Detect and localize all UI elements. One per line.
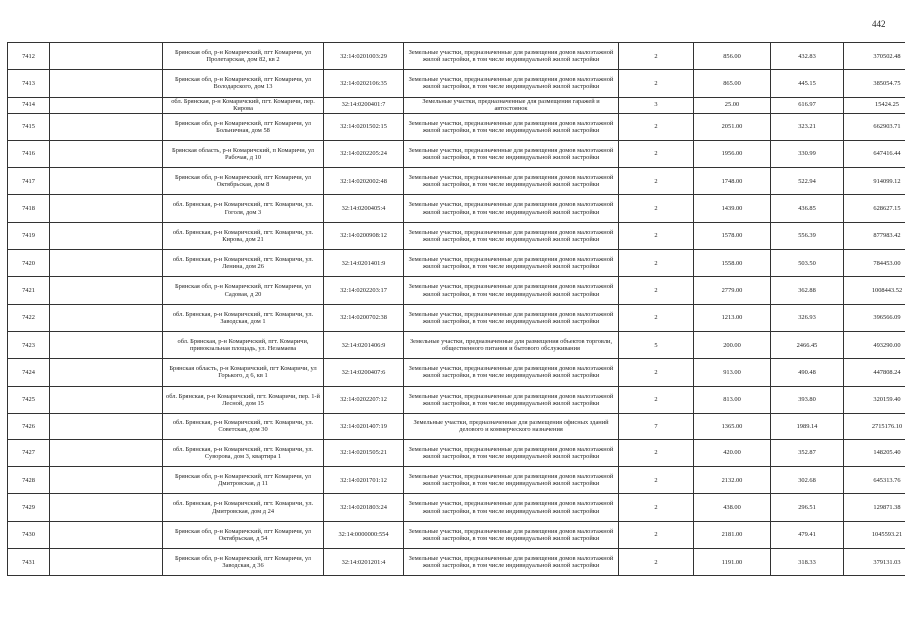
address-cell: Брянская обл, р-н Комаричский, пгт Комаричи, ул Октябрьская, дом 8 [163,168,324,195]
specific-value-cell: 318.33 [771,549,844,576]
address-cell: Брянская обл, р-н Комаричский, пгт Комаричи, ул Дмитровская, д 11 [163,467,324,494]
cadastral-value-cell: 662903.71 [844,113,905,140]
address-cell: обл. Брянская, р-н Комаричский, пгт. Комаричи, ул. Советская, дом 30 [163,413,324,439]
land-use-cell: Земельные участки, предназначенные для размещения домов малоэтажной жилой застройки, в том числе индивидуальной жилой застройки [404,277,619,304]
area-cell: 913.00 [694,359,771,386]
cadastral-value-cell: 2715176.10 [844,413,905,439]
area-cell: 420.00 [694,439,771,466]
cadastral-number-cell: 32:14:0000000:554 [324,521,404,548]
row-number: 7420 [8,250,50,277]
cadastral-number-cell: 32:14:0201502:15 [324,113,404,140]
row-number: 7423 [8,331,50,358]
table-row [8,304,905,331]
cadastral-value-cell: 784453.00 [844,250,905,277]
area-cell: 2132.00 [694,467,771,494]
group-cell: 7 [619,413,694,439]
land-use-cell: Земельные участки, предназначенные для размещения домов малоэтажной жилой застройки, в том числе индивидуальной жилой застройки [404,168,619,195]
cadastral-value-cell: 129871.38 [844,494,905,521]
group-cell: 2 [619,494,694,521]
cadastral-number-cell: 32:14:0200908:12 [324,222,404,249]
group-cell: 2 [619,467,694,494]
spacer-cell [50,304,163,331]
area-cell: 1578.00 [694,222,771,249]
spacer-cell [50,43,163,70]
cadastral-value-cell: 447808.24 [844,359,905,386]
spacer-cell [50,113,163,140]
table-row [8,97,905,113]
specific-value-cell: 352.87 [771,439,844,466]
table-row [8,277,905,304]
cadastral-value-cell: 877983.42 [844,222,905,249]
group-cell: 2 [619,250,694,277]
address-cell: обл. Брянская, р-н Комаричский, пгт. Комаричи, ул. Дмитровская, дом д 24 [163,494,324,521]
specific-value-cell: 490.48 [771,359,844,386]
table-row [8,70,905,97]
specific-value-cell: 302.68 [771,467,844,494]
page-number: 442 [872,19,886,29]
group-cell: 2 [619,140,694,167]
spacer-cell [50,168,163,195]
address-cell: Брянская область, р-н Комаричский, п Комаричи, ул Рабочая, д 10 [163,140,324,167]
row-number: 7422 [8,304,50,331]
row-number: 7427 [8,439,50,466]
address-cell: Брянская обл, р-н Комаричский, пгт Комаричи, ул Заводская, д 36 [163,549,324,576]
spacer-cell [50,222,163,249]
row-number: 7421 [8,277,50,304]
group-cell: 2 [619,359,694,386]
address-cell: обл. Брянская, р-н Комаричский, пгт. Комаричи, ул. Ленина, дом 26 [163,250,324,277]
address-cell: Брянская обл, р-н Комаричский, пгт Комаричи, ул Больничная, дом 58 [163,113,324,140]
specific-value-cell: 503.50 [771,250,844,277]
table-row [8,386,905,413]
group-cell: 2 [619,549,694,576]
cadastral-number-cell: 32:14:0201003:29 [324,43,404,70]
row-number: 7418 [8,195,50,222]
cadastral-number-cell: 32:14:0202002:48 [324,168,404,195]
group-cell: 2 [619,304,694,331]
address-cell: Брянская область, р-н Комаричский, пгт Комаричи, ул Горького, д 6, кв 1 [163,359,324,386]
row-number: 7428 [8,467,50,494]
spacer-cell [50,140,163,167]
land-use-cell: Земельные участки, предназначенные для размещения офисных зданий делового и коммерческого назначения [404,413,619,439]
area-cell: 438.00 [694,494,771,521]
land-use-cell: Земельные участки, предназначенные для размещения домов малоэтажной жилой застройки, в том числе индивидуальной жилой застройки [404,250,619,277]
group-cell: 2 [619,113,694,140]
table-row [8,168,905,195]
area-cell: 1956.00 [694,140,771,167]
specific-value-cell: 362.88 [771,277,844,304]
cadastral-value-cell: 628627.15 [844,195,905,222]
row-number: 7419 [8,222,50,249]
cadastral-value-cell: 320159.40 [844,386,905,413]
specific-value-cell: 393.80 [771,386,844,413]
area-cell: 2779.00 [694,277,771,304]
address-cell: обл. Брянская, р-н Комаричский, пгт. Комаричи, пер. Кирова [163,97,324,113]
cadastral-number-cell: 32:14:0200407:6 [324,359,404,386]
area-cell: 1213.00 [694,304,771,331]
address-cell: Брянская обл, р-н Комаричский, пгт Комаричи, ул Пролетарская, дом 82, кв 2 [163,43,324,70]
group-cell: 3 [619,97,694,113]
specific-value-cell: 1989.14 [771,413,844,439]
area-cell: 856.00 [694,43,771,70]
table-row [8,250,905,277]
cadastral-value-table [7,42,905,576]
land-use-cell: Земельные участки, предназначенные для размещения домов малоэтажной жилой застройки, в том числе индивидуальной жилой застройки [404,113,619,140]
group-cell: 5 [619,331,694,358]
address-cell: обл. Брянская, р-н Комаричский, пгт. Комаричи, привокзальная площадь, ул. Незамаева [163,331,324,358]
address-cell: обл. Брянская, р-н Комаричский, пгт. Комаричи, ул. Гоголя, дом 3 [163,195,324,222]
table-row [8,140,905,167]
land-use-cell: Земельные участки, предназначенные для размещения домов малоэтажной жилой застройки, в том числе индивидуальной жилой застройки [404,359,619,386]
area-cell: 1365.00 [694,413,771,439]
spacer-cell [50,549,163,576]
spacer-cell [50,439,163,466]
cadastral-value-cell: 385054.75 [844,70,905,97]
specific-value-cell: 436.85 [771,195,844,222]
table-row [8,467,905,494]
group-cell: 2 [619,439,694,466]
cadastral-value-cell: 379131.03 [844,549,905,576]
cadastral-number-cell: 32:14:0201505:21 [324,439,404,466]
spacer-cell [50,250,163,277]
row-number: 7431 [8,549,50,576]
address-cell: обл. Брянская, р-н Комаричский, пгт. Комаричи, пер. 1-й Лесной, дом 15 [163,386,324,413]
address-cell: обл. Брянская, р-н Комаричский, пгт. Комаричи, ул. Заводская, дом 1 [163,304,324,331]
land-use-cell: Земельные участки, предназначенные для размещения домов малоэтажной жилой застройки, в том числе индивидуальной жилой застройки [404,439,619,466]
address-cell: обл. Брянская, р-н Комаричский, пгт. Комаричи, ул. Кирова, дом 21 [163,222,324,249]
spacer-cell [50,494,163,521]
land-use-cell: Земельные участки, предназначенные для размещения домов малоэтажной жилой застройки, в том числе индивидуальной жилой застройки [404,494,619,521]
cadastral-value-cell: 914099.12 [844,168,905,195]
cadastral-number-cell: 32:14:0202207:12 [324,386,404,413]
land-use-cell: Земельные участки, предназначенные для размещения домов малоэтажной жилой застройки, в том числе индивидуальной жилой застройки [404,195,619,222]
land-use-cell: Земельные участки, предназначенные для размещения домов малоэтажной жилой застройки, в том числе индивидуальной жилой застройки [404,467,619,494]
specific-value-cell: 2466.45 [771,331,844,358]
group-cell: 2 [619,195,694,222]
row-number: 7426 [8,413,50,439]
cadastral-number-cell: 32:14:0201803:24 [324,494,404,521]
spacer-cell [50,97,163,113]
group-cell: 2 [619,521,694,548]
land-use-cell: Земельные участки, предназначенные для размещения домов малоэтажной жилой застройки, в том числе индивидуальной жилой застройки [404,70,619,97]
spacer-cell [50,70,163,97]
row-number: 7430 [8,521,50,548]
table-row [8,195,905,222]
spacer-cell [50,277,163,304]
row-number: 7416 [8,140,50,167]
group-cell: 2 [619,168,694,195]
table-row [8,43,905,70]
area-cell: 2181.00 [694,521,771,548]
cadastral-number-cell: 32:14:0201401:9 [324,250,404,277]
spacer-cell [50,413,163,439]
area-cell: 1191.00 [694,549,771,576]
area-cell: 1439.00 [694,195,771,222]
cadastral-number-cell: 32:14:0202205:24 [324,140,404,167]
land-use-cell: Земельные участки, предназначенные для размещения домов малоэтажной жилой застройки, в том числе индивидуальной жилой застройки [404,549,619,576]
area-cell: 1558.00 [694,250,771,277]
area-cell: 2051.00 [694,113,771,140]
table-row [8,521,905,548]
area-cell: 865.00 [694,70,771,97]
spacer-cell [50,195,163,222]
cadastral-number-cell: 32:14:0201201:4 [324,549,404,576]
group-cell: 2 [619,70,694,97]
table-row [8,494,905,521]
cadastral-value-cell: 1045593.21 [844,521,905,548]
table-row [8,549,905,576]
spacer-cell [50,521,163,548]
area-cell: 1748.00 [694,168,771,195]
row-number: 7413 [8,70,50,97]
table-row [8,413,905,439]
group-cell: 2 [619,386,694,413]
cadastral-number-cell: 32:14:0200401:7 [324,97,404,113]
address-cell: Брянская обл, р-н Комаричский, пгт Комаричи, ул Володарского, дом 13 [163,70,324,97]
row-number: 7424 [8,359,50,386]
cadastral-value-cell: 15424.25 [844,97,905,113]
table-body [8,43,905,576]
specific-value-cell: 479.41 [771,521,844,548]
land-use-cell: Земельные участки, предназначенные для размещения гаражей и автостоянок [404,97,619,113]
cadastral-value-cell: 396566.09 [844,304,905,331]
cadastral-number-cell: 32:14:0200702:38 [324,304,404,331]
cadastral-value-cell: 1008443.52 [844,277,905,304]
area-cell: 25.00 [694,97,771,113]
cadastral-number-cell: 32:14:0201701:12 [324,467,404,494]
land-use-cell: Земельные участки, предназначенные для размещения домов малоэтажной жилой застройки, в том числе индивидуальной жилой застройки [404,140,619,167]
table-row [8,113,905,140]
land-use-cell: Земельные участки, предназначенные для размещения домов малоэтажной жилой застройки, в том числе индивидуальной жилой застройки [404,304,619,331]
address-cell: Брянская обл, р-н Комаричский, пгт Комаричи, ул Октябрьская, д 54 [163,521,324,548]
specific-value-cell: 432.83 [771,43,844,70]
area-cell: 813.00 [694,386,771,413]
land-use-cell: Земельные участки, предназначенные для размещения домов малоэтажной жилой застройки, в том числе индивидуальной жилой застройки [404,222,619,249]
address-cell: обл. Брянская, р-н Комаричский, пгт. Комаричи, ул. Суворова, дом 3, квартира 1 [163,439,324,466]
specific-value-cell: 326.93 [771,304,844,331]
cadastral-number-cell: 32:14:0202203:17 [324,277,404,304]
row-number: 7414 [8,97,50,113]
group-cell: 2 [619,43,694,70]
table-row [8,439,905,466]
area-cell: 200.00 [694,331,771,358]
land-use-cell: Земельные участки, предназначенные для размещения домов малоэтажной жилой застройки, в том числе индивидуальной жилой застройки [404,521,619,548]
address-cell: Брянская обл, р-н Комаричский, пгт Комаричи, ул Садовая, д 20 [163,277,324,304]
row-number: 7415 [8,113,50,140]
specific-value-cell: 556.39 [771,222,844,249]
cadastral-value-cell: 647416.44 [844,140,905,167]
cadastral-number-cell: 32:14:0201407:19 [324,413,404,439]
row-number: 7429 [8,494,50,521]
group-cell: 2 [619,277,694,304]
spacer-cell [50,467,163,494]
specific-value-cell: 522.94 [771,168,844,195]
table-row [8,359,905,386]
specific-value-cell: 445.15 [771,70,844,97]
cadastral-value-cell: 493290.00 [844,331,905,358]
specific-value-cell: 296.51 [771,494,844,521]
spacer-cell [50,386,163,413]
land-use-cell: Земельные участки, предназначенные для размещения домов малоэтажной жилой застройки, в том числе индивидуальной жилой застройки [404,43,619,70]
row-number: 7417 [8,168,50,195]
table-row [8,331,905,358]
land-use-cell: Земельные участки, предназначенные для размещения домов малоэтажной жилой застройки, в том числе индивидуальной жилой застройки [404,386,619,413]
cadastral-number-cell: 32:14:0201406:9 [324,331,404,358]
group-cell: 2 [619,222,694,249]
cadastral-number-cell: 32:14:0202106:35 [324,70,404,97]
table-row [8,222,905,249]
cadastral-value-cell: 148205.40 [844,439,905,466]
land-use-cell: Земельные участки, предназначенные для размещения объектов торговли, общественного питания и бытового обслуживания [404,331,619,358]
specific-value-cell: 323.21 [771,113,844,140]
spacer-cell [50,359,163,386]
spacer-cell [50,331,163,358]
specific-value-cell: 616.97 [771,97,844,113]
row-number: 7425 [8,386,50,413]
cadastral-value-cell: 370502.48 [844,43,905,70]
cadastral-value-cell: 645313.76 [844,467,905,494]
cadastral-number-cell: 32:14:0200405:4 [324,195,404,222]
specific-value-cell: 330.99 [771,140,844,167]
row-number: 7412 [8,43,50,70]
